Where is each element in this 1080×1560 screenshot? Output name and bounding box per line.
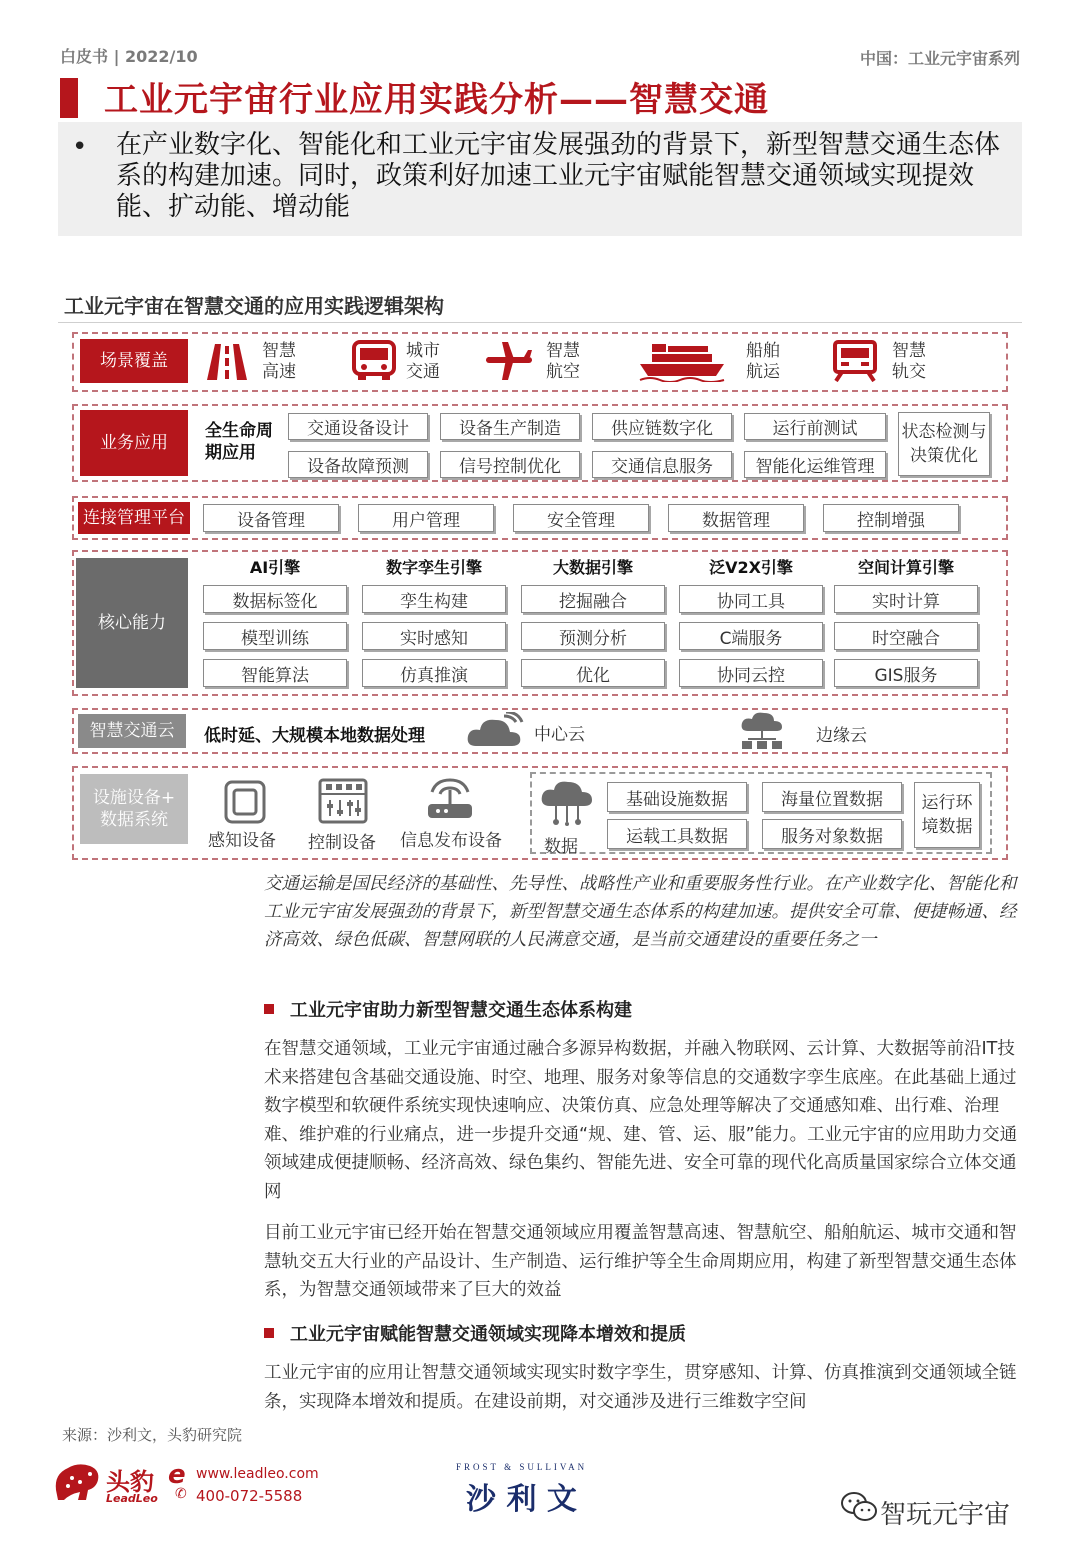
business-label: 业务应用 [80,410,188,476]
data-label: 数据 [544,837,578,857]
biz-chip: 供应链数字化 [592,413,732,440]
lifecycle-label: 全生命周 期应用 [205,421,273,463]
core-chip: C端服务 [679,622,823,650]
doc-type-date: 白皮书 | 2022/10 [60,47,198,66]
intro-text: 在产业数字化、智能化和工业元宇宙发展强劲的背景下，新型智慧交通生态体系的构建加速。同时，政策利好加速工业元宇宙赋能智慧交通领域实现提效能、扩动能、增动能 [116,130,1001,222]
airplane-icon [484,340,534,382]
fs-logo-en: FROST & SULLIVAN [456,1462,588,1472]
scene-item-highway: 智慧 高速 [262,341,296,382]
e-logo-icon: e [168,1460,186,1490]
source-note: 来源：沙利文，头豹研究院 [62,1426,243,1444]
diagram-title: 工业元宇宙在智慧交通的应用实践逻辑架构 [64,294,444,318]
device-label: 感知设备 [208,831,276,851]
env-data-chip: 运行环 境数据 [914,782,980,848]
engine-title: 数字孪生引擎 [385,558,482,577]
square-bullet-icon [264,1004,274,1014]
title-accent-bar [60,78,78,118]
platform-label: 连接管理平台 [78,502,190,534]
wechat-icon [840,1490,878,1524]
core-chip: GIS服务 [834,659,978,687]
core-chip: 实时计算 [834,585,978,613]
highway-icon [203,342,251,382]
biz-chip: 智能化运维管理 [744,451,886,478]
core-chip: 时空融合 [834,622,978,650]
section-paragraph: 工业元宇宙的应用让智慧交通领域实现实时数字孪生，贯穿感知、计算、仿真推演到交通领域全链条，实现降本增效和提质。在建设前期，对交通涉及进行三维数字空间 [264,1363,1017,1412]
cloud-desc: 低时延、大规模本地数据处理 [204,726,425,746]
engine-title: 空间计算引擎 [857,558,954,577]
brand-en: LeadLeo [106,1492,158,1505]
section-heading: 工业元宇宙赋能智慧交通领域实现降本增效和提质 [264,1320,686,1346]
biz-chip: 交通设备设计 [288,413,428,440]
core-chip: 协同云控 [679,659,823,687]
core-chip: 孪生构建 [362,585,506,613]
bus-icon [350,340,398,382]
core-chip: 仿真推演 [362,659,506,687]
center-cloud-icon [466,712,524,748]
core-label: 核心能力 [76,558,188,688]
edge-cloud-icon [740,711,784,751]
leopard-logo-icon [52,1460,102,1504]
scene-item-shipping: 船舶 航运 [746,341,780,382]
section-paragraph: 在智慧交通领域，工业元宇宙通过融合多源异构数据，并融入物联网、云计算、大数据等前沿IT技术来搭建包含基础交通设施、时空、地理、服务对象等信息的交通数字孪生底座。在此基础上通过数字模型和软硬件系统实现快速响应、决策仿真、应急处理等解决了交通感知难、出行难、治理难、维护难的行业痛点，进一步提升交通“规、建、管、运、服”能力。工业元宇宙的应用助力交通领域建成便捷顺畅、经济高效、绿色集约、智能先进、安全可靠的现代化高质量国家综合立体交通网 [264,1039,1018,1202]
section-paragraph: 目前工业元宇宙已经开始在智慧交通领域应用覆盖智慧高速、智慧航空、船舶航运、城市交通和智慧轨交五大行业的产品设计、生产制造、运行维护等全生命周期应用，构建了新型智慧交通生态体系，为智慧交通领域带来了巨大的效益 [264,1223,1017,1300]
intro-box [58,122,1022,236]
center-cloud-label: 中心云 [534,725,585,745]
data-cloud-icon [540,780,594,826]
scene-item-urban-transit: 城市 交通 [406,341,440,382]
sensor-device-icon [222,780,268,824]
fs-logo-cn: 沙 利 文 [466,1482,577,1517]
core-chip: 智能算法 [203,659,347,687]
biz-chip: 信号控制优化 [440,451,580,478]
scene-label: 场景覆盖 [80,339,188,383]
phone-icon: ✆ [175,1486,187,1502]
data-chip: 基础设施数据 [607,782,747,812]
page-title: 工业元宇宙行业应用实践分析——智慧交通 [104,80,769,120]
device-label: 信息发布设备 [400,831,502,851]
platform-chip: 安全管理 [513,504,649,532]
scene-item-rail: 智慧 轨交 [892,341,926,382]
biz-chip: 交通信息服务 [592,451,732,478]
ship-icon [638,340,726,382]
biz-chip: 设备故障预测 [288,451,428,478]
brand-cn: 头豹 [106,1468,154,1496]
core-chip: 实时感知 [362,622,506,650]
engine-title: 大数据引擎 [552,558,633,577]
biz-side-chip: 状态检测与 决策优化 [898,412,990,476]
scene-item-aviation: 智慧 航空 [546,341,580,382]
series-name: 中国：工业元宇宙系列 [859,49,1020,68]
cloud-label: 智慧交通云 [78,714,186,748]
engine-title: AI引擎 [249,558,301,577]
core-chip: 优化 [521,659,665,687]
section-heading: 工业元宇宙助力新型智慧交通生态体系构建 [264,996,632,1022]
phone-number: 400-072-5588 [196,1487,303,1505]
core-chip: 数据标签化 [203,585,347,613]
biz-chip: 设备生产制造 [440,413,580,440]
edge-cloud-label: 边缘云 [816,726,867,746]
core-chip: 模型训练 [203,622,347,650]
data-chip: 海量位置数据 [762,782,902,812]
platform-chip: 数据管理 [668,504,804,532]
square-bullet-icon [264,1328,274,1338]
watermark-account: 智玩元宇宙 [880,1500,1011,1530]
data-chip: 运载工具数据 [607,819,747,849]
control-device-icon [318,778,368,824]
core-chip: 挖掘融合 [521,585,665,613]
device-label: 控制设备 [308,833,376,853]
data-chip: 服务对象数据 [762,819,902,849]
bullet: • [72,132,88,162]
facility-label: 设施设备+ 数据系统 [80,774,188,844]
platform-chip: 设备管理 [203,504,339,532]
broadcast-device-icon [424,776,476,822]
platform-chip: 控制增强 [823,504,959,532]
platform-chip: 用户管理 [358,504,494,532]
diagram-caption: 交通运输是国民经济的基础性、先导性、战略性产业和重要服务性行业。在产业数字化、智能化和工业元宇宙发展强劲的背景下，新型智慧交通生态体系的构建加速。提供安全可靠、便捷畅通、经济高效、绿色低碳、智慧网联的人民满意交通，是当前交通建设的重要任务之一 [264,874,1017,950]
core-chip: 协同工具 [679,585,823,613]
train-icon [832,340,878,382]
engine-title: 泛V2X引擎 [709,558,793,577]
core-chip: 预测分析 [521,622,665,650]
biz-chip: 运行前测试 [744,413,886,440]
divider [58,322,1022,323]
website-link[interactable]: www.leadleo.com [196,1466,319,1482]
